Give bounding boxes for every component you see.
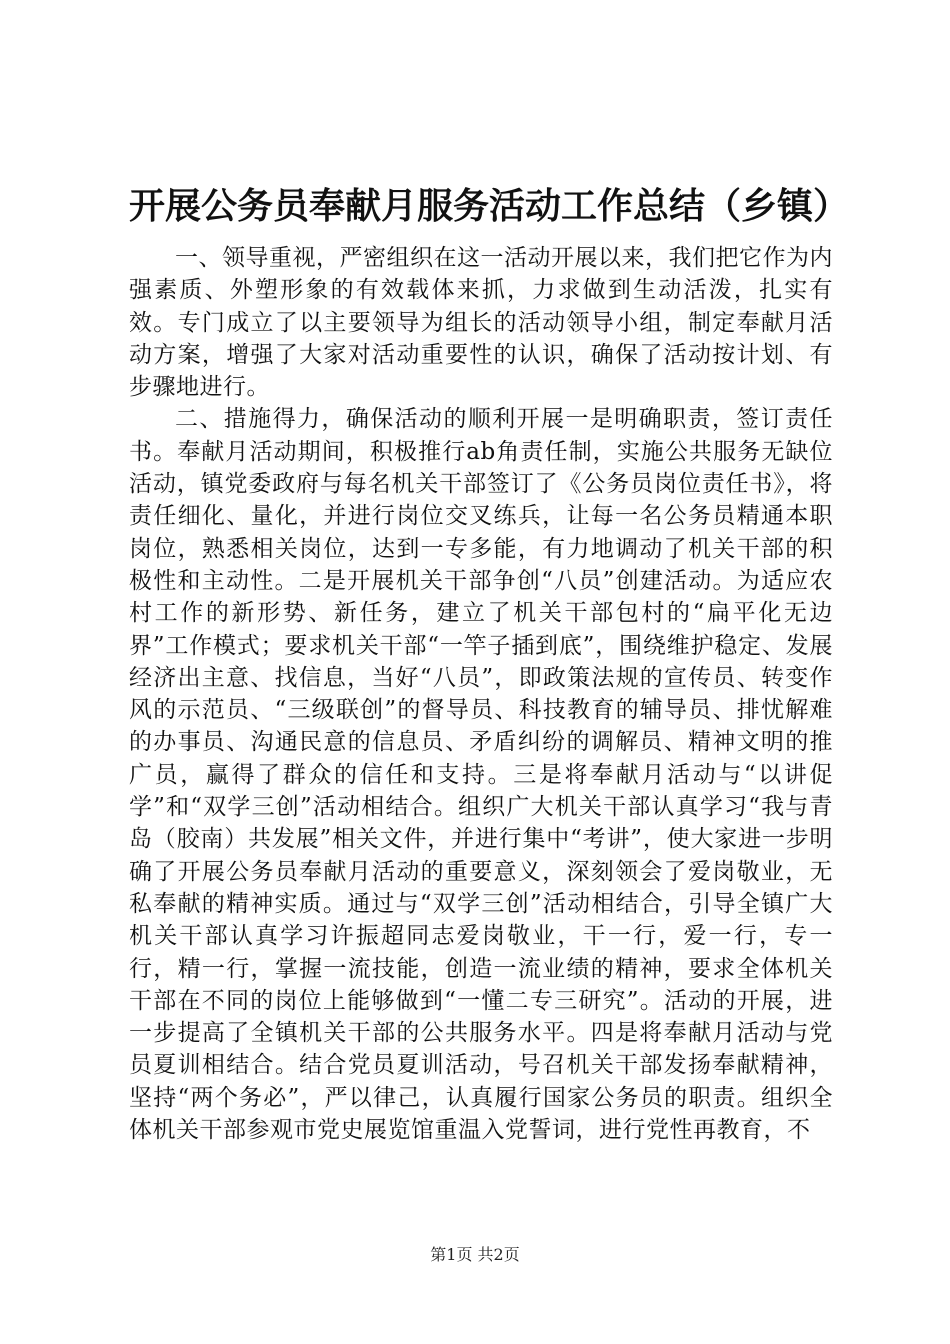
paragraph-2: 二、措施得力，确保活动的顺利开展一是明确职责，签订责任书。奉献月活动期间，积极推行ab角责任制，实施公共服务无缺位活动，镇党委政府与每名机关干部签订了《公务员岗位责任书》，将责任细化、量化，并进行岗位交叉练兵，让每一名公务员精通本职岗位，熟悉相关岗位，达到一专多能，有力地调动了机关干部的积极性和主动性。二是开展机关干部争创“八员”创建活动。为适应农村工作的新形势、新任务，建立了机关干部包村的“扁平化无边界”工作模式；要求机关干部“一竿子插到底”，围绕维护稳定、发展经济出主意、找信息，当好“八员”，即政策法规的宣传员、转变作风的示范员、“三级联创”的督导员、科技教育的辅导员、排忧解难的办事员、沟通民意的信息员、矛盾纠纷的调解员、精神文明的推广员，赢得了群众的信任和支持。三是将奉献月活动与“以讲促学”和“双学三创”活动相结合。组织广大机关干部认真学习“我与青岛（胶南）共发展”相关文件，并进行集中“考讲”，使大家进一步明确了开展公务员奉献月活动的重要意义，深刻领会了爱岗敬业，无私奉献的精神实质。通过与“双学三创”活动相结合，引导全镇广大机关干部认真学习许振超同志爱岗敬业，干一行，爱一行，专一行，精一行，掌握一流技能，创造一流业绩的精神，要求全体机关干部在不同的岗位上能够做到“一懂二专三研究”。活动的开展，进一步提高了全镇机关干部的公共服务水平。四是将奉献月活动与党员夏训相结合。结合党员夏训活动，号召机关干部发扬奉献精神，坚持“两个务必”，严以律己，认真履行国家公务员的职责。组织全体机关干部参观市党史展览馆重温入党誓词，进行党性再教育，不 [129, 406, 833, 1144]
document-body [129, 242, 833, 1146]
page-footer: 第1页 共2页 [430, 1245, 520, 1264]
paragraph-1: 一、领导重视，严密组织在这一活动开展以来，我们把它作为内强素质、外塑形象的有效载体来抓，力求做到生动活泼，扎实有效。专门成立了以主要领导为组长的活动领导小组，制定奉献月活动方案，增强了大家对活动重要性的认识，确保了活动按计划、有步骤地进行。 [129, 245, 833, 401]
document-title: 开展公务员奉献月服务活动工作总结（乡镇） [129, 185, 850, 227]
